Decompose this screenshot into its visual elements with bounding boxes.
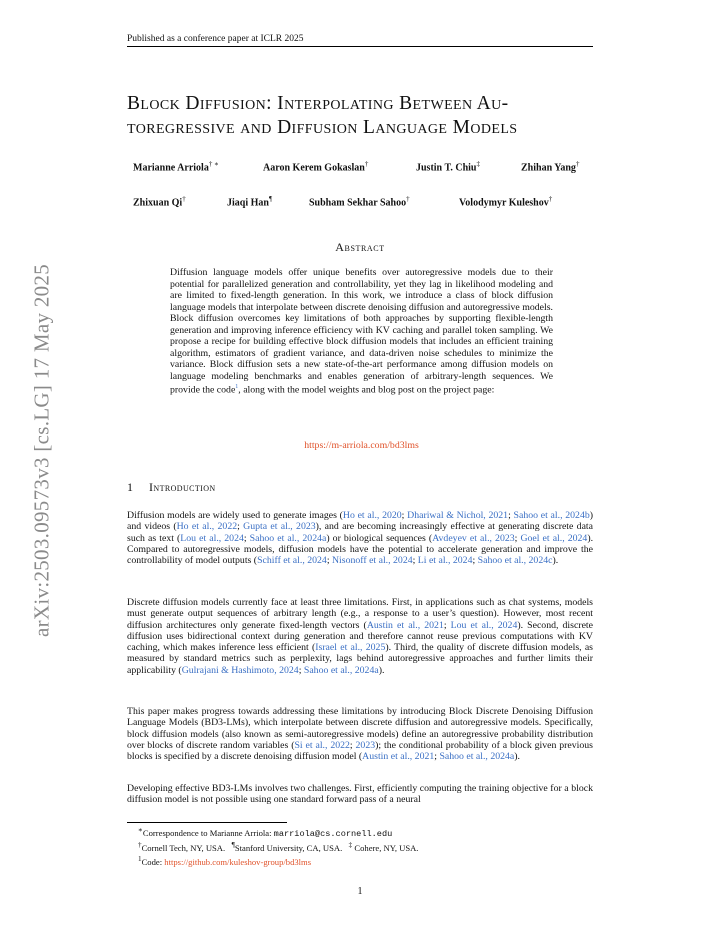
section-title: Introduction — [149, 480, 216, 494]
code-link[interactable]: https://github.com/kuleshov-group/bd3lms — [164, 856, 312, 867]
citation[interactable]: Israel et al., 2025 — [315, 642, 386, 654]
author: Subham Sekhar Sahoo† — [309, 195, 410, 209]
citation[interactable]: Sahoo et al., 2024a — [249, 532, 327, 544]
author: Marianne Arriola† ∗ — [133, 160, 219, 174]
citation[interactable]: Lou et al., 2024 — [450, 619, 518, 631]
citation[interactable]: 2023 — [355, 739, 376, 751]
author: Aaron Kerem Gokaslan† — [263, 160, 369, 174]
arxiv-stamp: arXiv:2503.09573v3 [cs.LG] 17 May 2025 — [29, 263, 54, 637]
citation[interactable]: Avdeyev et al., 2023 — [432, 532, 515, 544]
citation[interactable]: Ho et al., 2020 — [342, 510, 402, 521]
paragraph-1: Diffusion models are widely used to generate images (Ho et al., 2020; Dhariwal & Nichol, 2021; Sahoo et al., 2024b) and videos (Ho et al., 2022; Gupta et al., 2023), and are becoming increasingly effective at generating discrete data such as text (Lou et al., 2024; Sahoo et al., 2024a) or biological sequences (Avdeyev et al., 2023; Goel et al., 2024). Compared to autoregressive models, diffusion models have the potential to accelerate generation and improve the controllability of model outputs (Schiff et al., 2024; Nisonoff et al., 2024; Li et al., 2024; Sahoo et al., 2024c). — [127, 510, 594, 567]
abstract-tail: , along with the model weights and blog post on the project page: — [238, 384, 495, 396]
author: Volodymyr Kuleshov† — [459, 195, 553, 209]
footnotes — [138, 825, 593, 868]
running-header: Published as a conference paper at ICLR 2025 — [127, 33, 593, 47]
project-link[interactable]: https://m-arriola.com/bd3lms — [304, 440, 419, 451]
paragraph-4: Developing effective BD3-LMs involves two challenges. First, efficiently computing the training objective for a block diffusion model is not possible using one standard forward pass of a neural — [127, 783, 593, 806]
footnote-rule — [127, 822, 287, 823]
author-list — [133, 157, 598, 209]
abstract-body — [170, 267, 553, 396]
citation[interactable]: Sahoo et al., 2024a — [303, 664, 379, 676]
citation[interactable]: Lou et al., 2024 — [180, 532, 244, 544]
footnote-ref[interactable]: 1 — [235, 384, 239, 390]
citation[interactable]: Gupta et al., 2023 — [243, 521, 316, 533]
citation[interactable]: Austin et al., 2021 — [366, 619, 444, 631]
abstract-text: Diffusion language models offer unique benefits over autoregressive models due to their potential for parallelized generation and controllability, yet they lag in likelihood modeling and are limited to fixed-length generation. In this work, we introduce a class of block diffusion language models that interpolate between discrete denoising diffusion and autoregressive models. Block diffusion overcomes key limitations of both approaches by supporting flexible-length generation and improving inference efficiency with KV caching and parallel token sampling. We propose a recipe for building effective block diffusion models that includes an efficient training algorithm, estimators of gradient variance, and data-driven noise schedules to minimize the variance. Block diffusion sets a new state-of-the-art performance among diffusion models on language modeling benchmarks and enables generation of arbitrary-length sequences. We provide the code — [170, 267, 553, 396]
citation[interactable]: Li et al., 2024 — [417, 555, 473, 567]
citation[interactable]: Austin et al., 2021 — [362, 751, 435, 763]
footnote-correspondence: ∗Correspondence to Marianne Arriola: marriola@cs.cornell.edu — [138, 826, 393, 839]
author: Jiaqi Han¶ — [227, 195, 273, 209]
section-heading — [127, 480, 593, 495]
author: Justin T. Chiu‡ — [416, 160, 480, 174]
paragraph-3: This paper makes progress towards addressing these limitations by introducing Block Discrete Denoising Diffusion Language Models (BD3-LMs), which interpolate between discrete diffusion and autoregressive models. Specifically, block diffusion models (also known as semi-autoregressive models) define an autoregressive probability distribution over blocks of discrete random variables (Si et al., 2022; 2023); the conditional probability of a block given previous blocks is specified by a discrete denoising diffusion model (Austin et al., 2021; Sahoo et al., 2024a). — [127, 706, 593, 763]
abstract-heading: Abstract — [335, 240, 385, 254]
citation[interactable]: Dhariwal & Nichol, 2021 — [407, 510, 509, 521]
author: Zhixuan Qi† — [133, 195, 186, 209]
citation[interactable]: Sahoo et al., 2024c — [477, 555, 553, 567]
title-line-1: Block Diffusion: Interpolating Between Au- — [127, 93, 509, 114]
citation[interactable]: Ho et al., 2022 — [176, 521, 238, 533]
footnote-code: $^1$Code: https://github.com/kuleshov-group/bd3lms — [138, 854, 312, 867]
paper-title — [127, 92, 597, 140]
citation[interactable]: Goel et al., 2024 — [520, 532, 588, 544]
title-line-2: toregressive and Diffusion Language Models — [127, 117, 518, 138]
citation[interactable]: Sahoo et al., 2024a — [439, 751, 515, 763]
citation[interactable]: Schiff et al., 2024 — [257, 555, 327, 567]
section-number: 1 — [127, 480, 134, 494]
citation[interactable]: Si et al., 2022 — [294, 739, 350, 751]
email-link[interactable]: marriola@cs.cornell.edu — [273, 828, 393, 839]
citation[interactable]: Nisonoff et al., 2024 — [331, 555, 413, 567]
paragraph-2: Discrete diffusion models currently face at least three limitations. First, in applications such as chat systems, models must generate output sequences of arbitrary length (e.g., a response to a user’s question). However, most recent diffusion architectures only generate fixed-length vectors (Austin et al., 2021; Lou et al., 2024). Second, discrete diffusion uses bidirectional context during generation and therefore cannot reuse previous computations with KV caching, which makes inference less efficient (Israel et al., 2025). Third, the quality of discrete diffusion models, as measured by standard metrics such as perplexity, lags behind autoregressive approaches and further limits their applicability (Gulrajani & Hashimoto, 2024; Sahoo et al., 2024a). — [127, 597, 593, 676]
citation[interactable]: Sahoo et al., 2024b — [513, 510, 590, 521]
citation[interactable]: Gulrajani & Hashimoto, 2024 — [181, 664, 299, 676]
page-number: 1 — [357, 886, 363, 897]
footnote-affiliations: †Cornell Tech, NY, USA. ¶Stanford University, CA, USA. ‡ Cohere, NY, USA. — [138, 840, 419, 853]
author: Zhihan Yang† — [521, 160, 580, 174]
